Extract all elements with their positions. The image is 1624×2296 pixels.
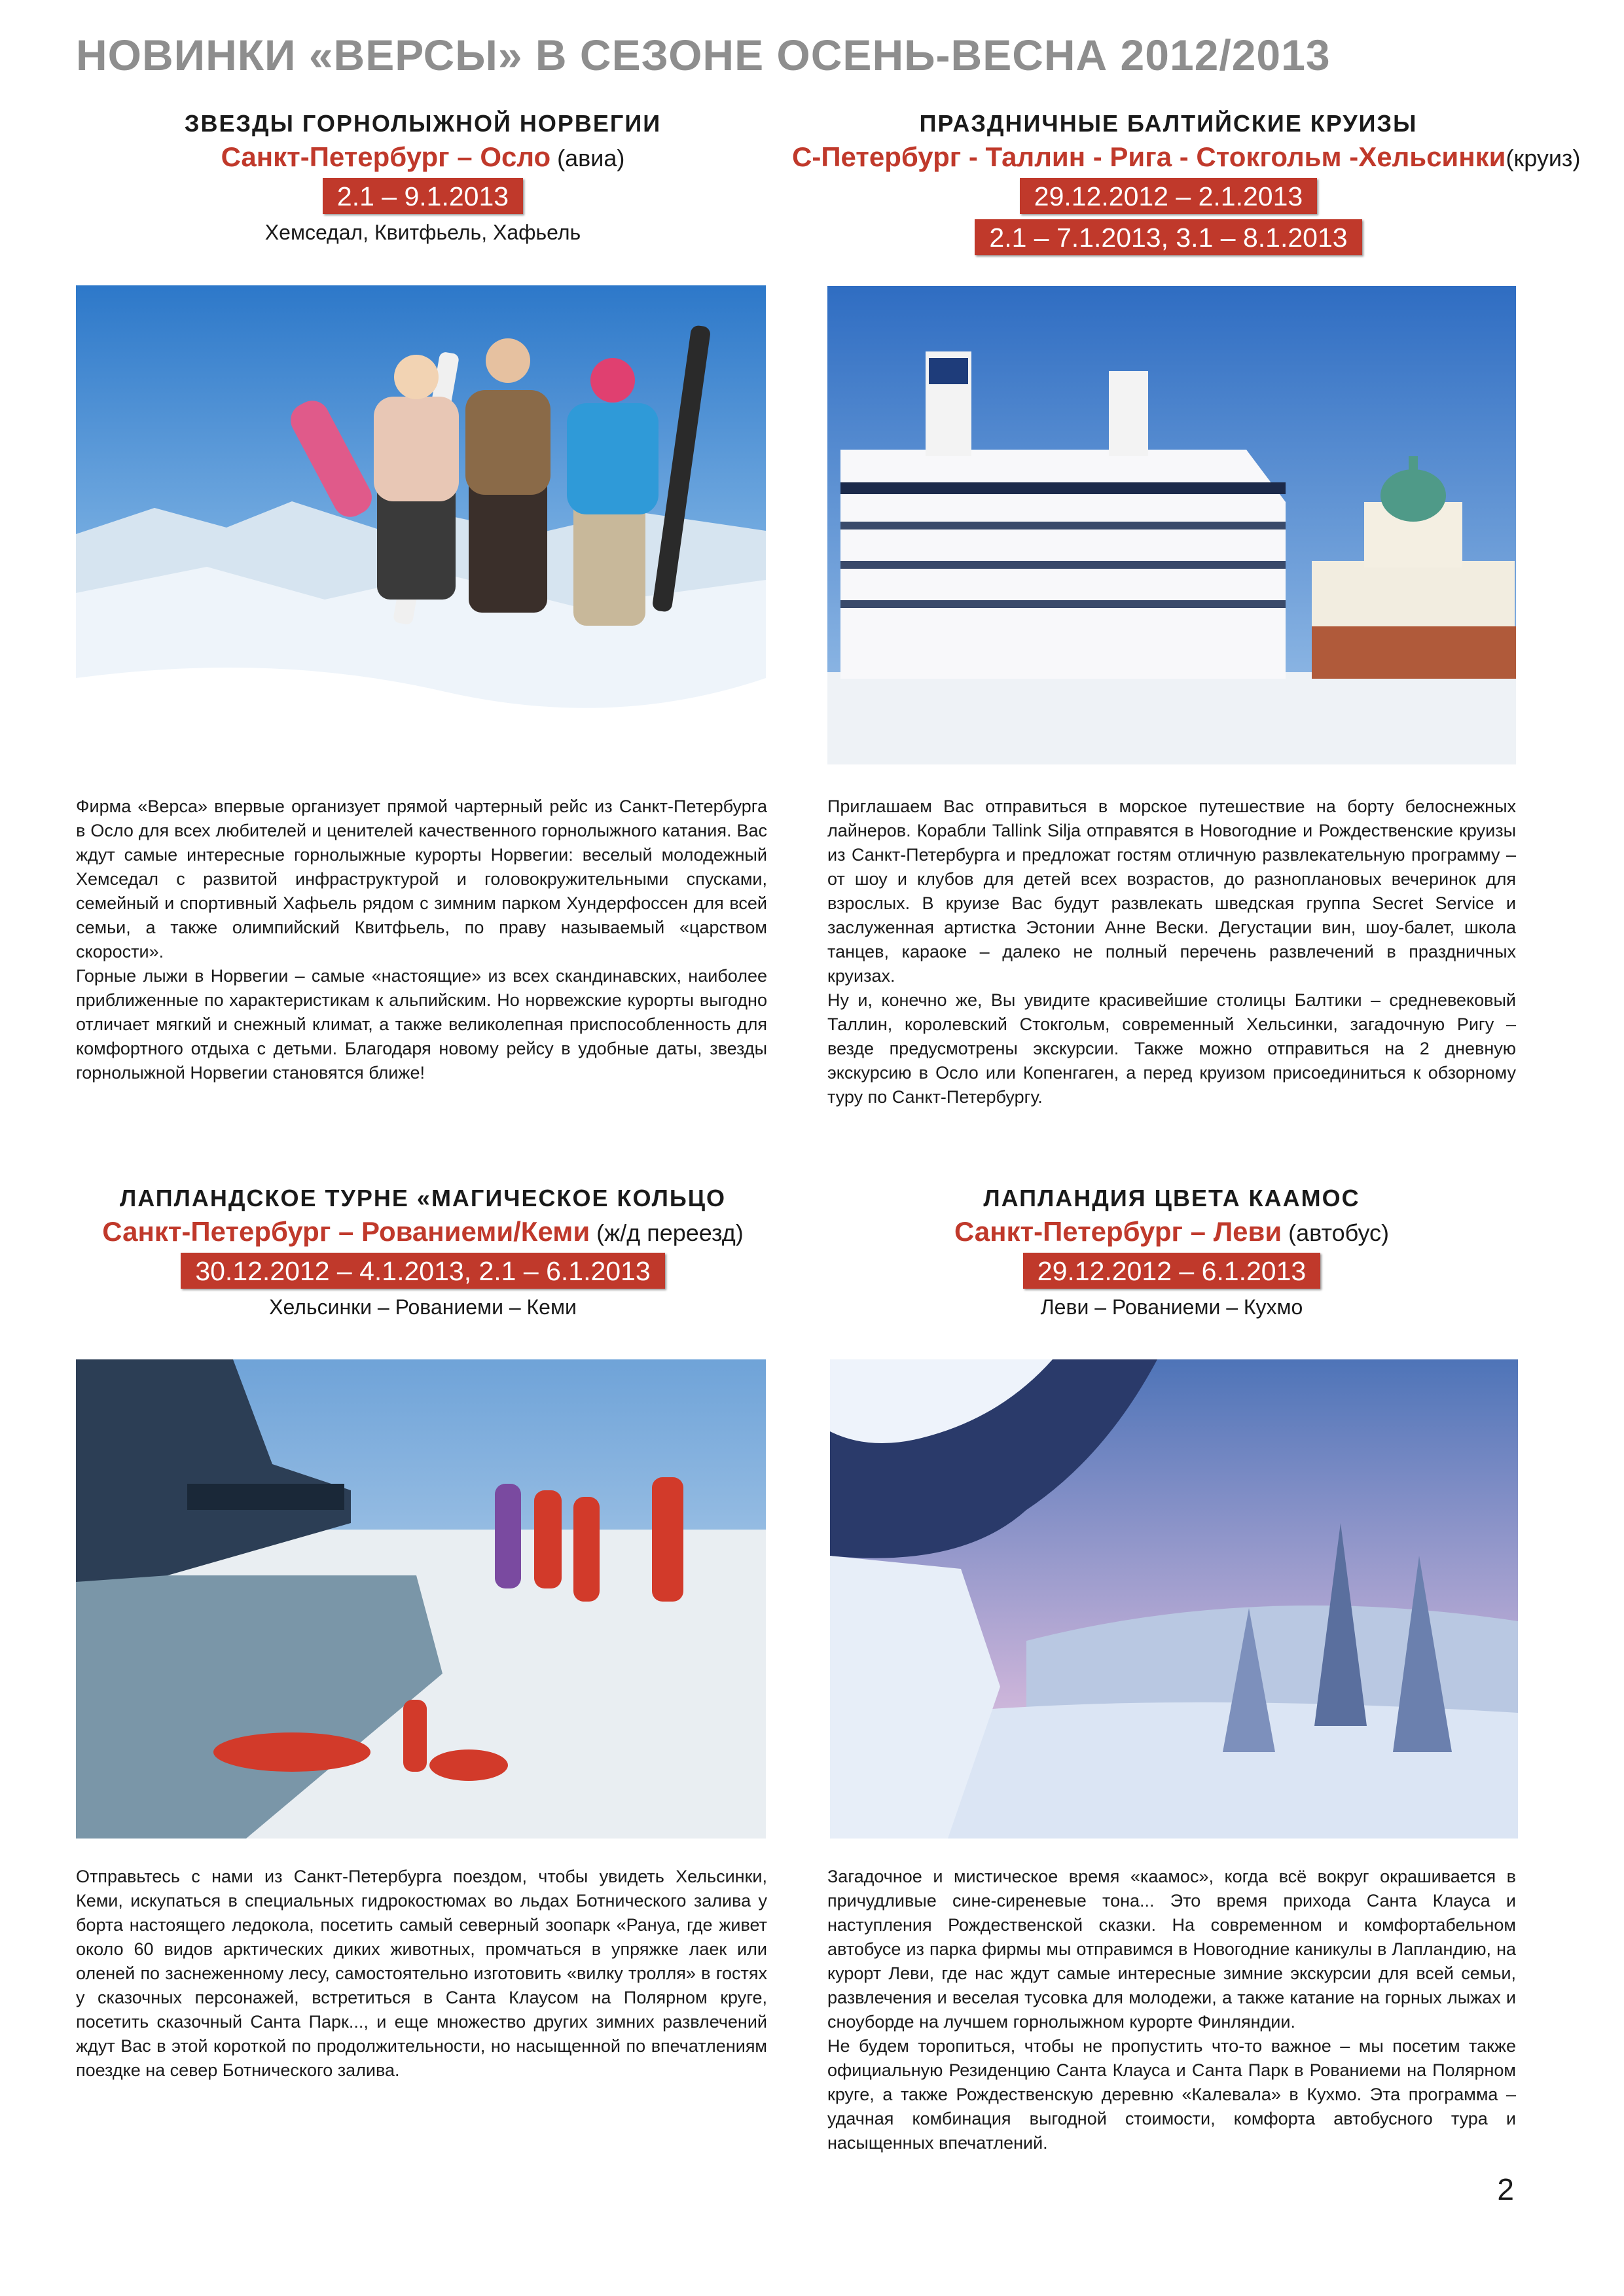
photo-icebreaker — [76, 1359, 766, 1839]
tour-title: ЛАПЛАНДСКОЕ ТУРНЕ «МАГИЧЕСКОЕ КОЛЬЦО — [119, 1185, 727, 1211]
tour-description: Отправьтесь с нами из Санкт-Петербурга поездом, чтобы увидеть Хельсинки, Кеми, искупаться в специальных гидрокостюмах во льдах Ботнического залива у борта настоящего ледокола, посетить самый северный зоопарк «Рануа, где живет около 60 видов арктических диких животных, промчаться в упряжке лаек или оленей по заснеженному лесу, самостоятельно изготовить «вилку тролля» в гостях у сказочных персонажей, встретиться в Санта Клаусом на Полярном круге, посетить сказочный Санта Парк..., и еще множество других зимних развлечений ждут Вас в этой короткой по продолжительности, но насыщенной по впечатлениям поездке на север Ботнического залива. — [76, 1867, 767, 2080]
tour-places: Хемседал, Квитфьель, Хафьель — [264, 221, 581, 244]
tour-title: ЛАПЛАНДИЯ ЦВЕТА КААМОС — [983, 1185, 1360, 1211]
page-number: 2 — [1497, 2172, 1514, 2206]
photo-cruise-ferry — [827, 286, 1516, 764]
date-badge: 2.1 – 9.1.2013 — [323, 178, 523, 214]
tour-route: Санкт-Петербург – Леви (автобус) — [954, 1216, 1390, 1247]
date-badge: 29.12.2012 – 2.1.2013 — [1020, 178, 1317, 214]
page-title: НОВИНКИ «ВЕРСЫ» В СЕЗОНЕ ОСЕНЬ-ВЕСНА 2012/2013 — [76, 31, 1331, 79]
photo-snowboarders — [76, 285, 766, 736]
tour-header-kaamos — [827, 1185, 1516, 1319]
tour-title: ПРАЗДНИЧНЫЕ БАЛТИЙСКИЕ КРУИЗЫ — [919, 110, 1418, 137]
tour-description: Загадочное и мистическое время «каамос», когда всё вокруг окрашивается в причудливые сине-сиреневые тона... Это время прихода Санта Клауса и наступления Рождественской сказки. На современном и комфортабельном автобусе из парка фирмы мы отправимся в Новогодние каникулы в Лапландию, на курорт Леви, где нас ждут самые интересные зимние экскурсии для всей семьи, развлечения и веселая тусовка для молодежи, а также катание на горных лыжах и сноуборде на лучшем горнолыжном курорте Финляндии. Не будем торопиться, чтобы не пропустить что-то важное – мы посетим также официальную Резиденцию Санта Клауса и Санта Парк в Рованиеми на Полярном круге, а также Рождественскую деревню «Калевала» в Кухмо. Эта программа – удачная комбинация выгодной стоимости, комфорта автобусного тура и насыщенных впечатлений. — [827, 1867, 1516, 2153]
tour-description: Фирма «Верса» впервые организует прямой чартерный рейс из Санкт-Петербурга в Осло для всех любителей и ценителей качественного горнолыжного катания. Вас ждут самые интересные горнолыжные курорты Норвегии: веселый молодежный Хемседал с развитой инфраструктурой и головокружительными спусками, семейный и спортивный Хафьель рядом с зимним парком Хундерфоссен для всей семьи, а также олимпийский Квитфьель, по праву называемый «царством скорости». Горные лыжи в Норвегии – самые «настоящие» из всех скандинавских, наиболее приближенные по характеристикам к альпийским. Но норвежские курорты выгодно отличает мягкий и снежный климат, а также великолепная приспособленность для комфортного отдыха с детьми. Благодаря новому рейсу в удобные даты, звезды горнолыжной Норвегии становятся ближе! — [76, 797, 767, 1083]
tour-description: Приглашаем Вас отправиться в морское путешествие на борту белоснежных лайнеров. Корабли Tallink Silja отправятся в Новогодние и Рождественские круизы из Санкт-Петербурга и предложат гостям отличную развлекательную программу – от шоу и клубов для детей всех возрастов, до разноплановых вечеринок для взрослых. В круизе Вас будут развлекать шведская группа Secret Service и заслуженная артистка Эстонии Анне Вески. Дегустации вин, шоу-балет, школа танцев, караоке – далеко не полный перечень развлечений в праздничных круизах. Ну и, конечно же, Вы увидите красивейшие столицы Балтики – средневековый Таллин, королевский Стокгольм, современный Хельсинки, загадочную Ригу – везде предусмотрены экскурсии. Также можно отправиться на 2 дневную экскурсию в Осло или Копенгаген, а перед круизом присоединиться к обзорному туру по Санкт-Петербургу. — [827, 797, 1516, 1107]
tour-header-baltic — [792, 110, 1581, 255]
date-badge: 2.1 – 7.1.2013, 3.1 – 8.1.2013 — [975, 219, 1362, 255]
date-badge: 29.12.2012 – 6.1.2013 — [1023, 1253, 1320, 1289]
photo-snowy-lapland — [830, 1359, 1518, 1839]
tour-route: Санкт-Петербург – Осло (авиа) — [221, 141, 625, 172]
tour-places: Хельсинки – Рованиеми – Кеми — [269, 1295, 577, 1319]
tour-places: Леви – Рованиеми – Кухмо — [1040, 1295, 1303, 1319]
tour-route: Санкт-Петербург – Рованиеми/Кеми (ж/д переезд) — [102, 1216, 744, 1247]
tour-header-lapland-ring — [76, 1185, 770, 1319]
tour-header-norway — [76, 110, 770, 245]
date-badge: 30.12.2012 – 4.1.2013, 2.1 – 6.1.2013 — [181, 1253, 664, 1289]
tour-route: С-Петербург - Таллин - Рига - Стокгольм -Хельсинки(круиз) — [792, 141, 1581, 172]
tour-title: ЗВЕЗДЫ ГОРНОЛЫЖНОЙ НОРВЕГИИ — [184, 110, 662, 137]
